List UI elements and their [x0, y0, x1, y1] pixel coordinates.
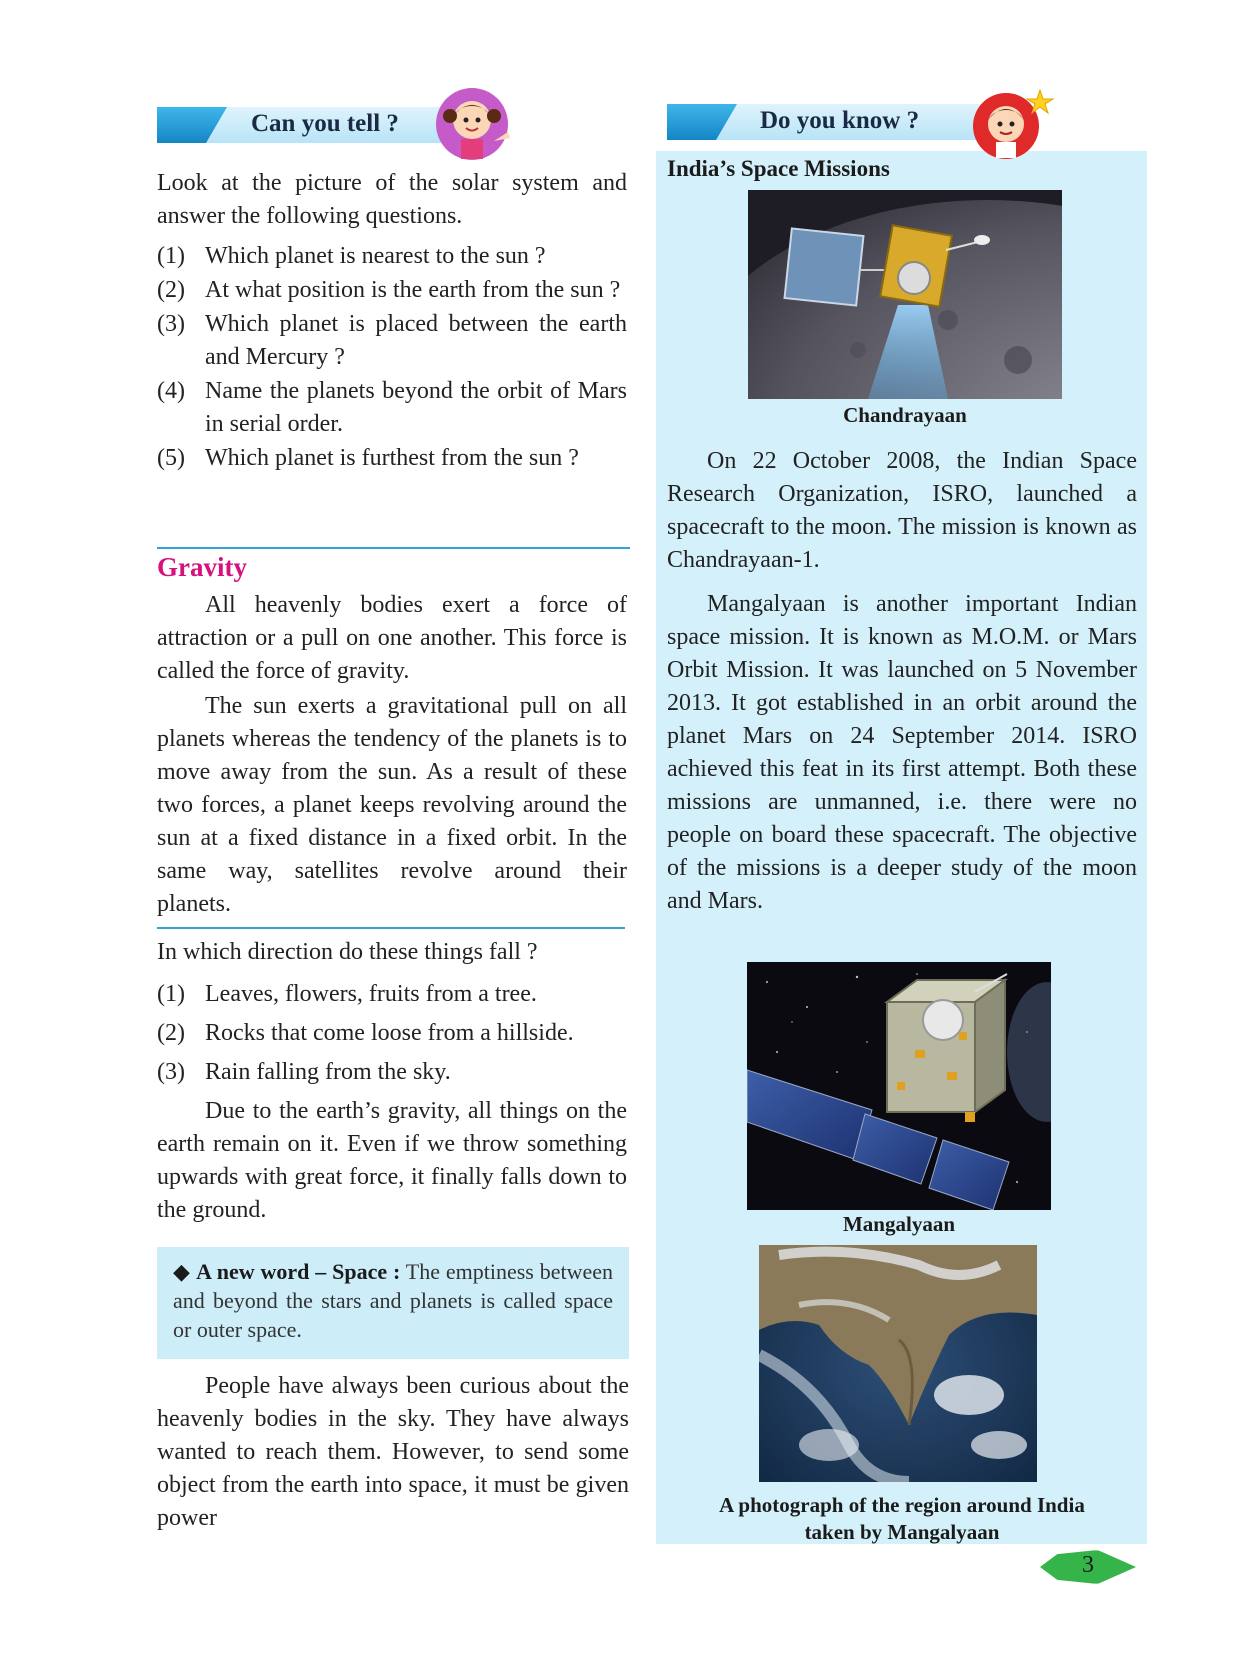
can-you-tell-title: Can you tell ?	[251, 110, 399, 137]
mangalyaan-paragraph: Mangalyaan is another important Indian space mission. It is known as M.O.M. or Mars Orbit Mission. It was launched on 5 November 2013. It got established in an orbit around the planet Mars on 24 September 2014. ISRO achieved this feat in its first attempt. Both these missions are unmanned, i.e. there were no people on board these spacecraft. The objective of the missions is a deeper study of the moon and Mars.	[667, 591, 1137, 914]
list-item: (3) Rain falling from the sky.	[157, 1059, 451, 1085]
earth-gravity-paragraph: Due to the earth’s gravity, all things on the earth remain on it. Even if we throw something upwards with great force, it finally falls down to the ground.	[157, 1098, 627, 1223]
questions-list	[157, 240, 627, 475]
intro-paragraph: Look at the picture of the solar system and answer the following questions.	[157, 170, 627, 229]
new-word-label: A new word – Space :	[196, 1259, 401, 1284]
new-word-definition: The emptiness between and beyond the stars and planets is called space or outer space.	[173, 1259, 614, 1342]
curious-paragraph: People have always been curious about the heavenly bodies in the sky. They have always wanted to reach them. However, to send some object from the earth into space, it must be given power	[157, 1373, 629, 1531]
mangalyaan-image	[747, 962, 1051, 1210]
do-you-know-banner	[667, 104, 983, 140]
list-item: (4) Name the planets beyond the orbit of Mars in serial order.	[157, 378, 627, 437]
diamond-bullet-icon: ◆	[173, 1259, 191, 1284]
list-item: (1) Leaves, flowers, fruits from a tree.	[157, 981, 537, 1007]
list-item: (1) Which planet is nearest to the sun ?	[157, 243, 546, 269]
chandrayaan-caption: Chandrayaan	[843, 403, 967, 427]
section-divider	[157, 547, 630, 549]
gravity-paragraph-1: All heavenly bodies exert a force of attraction or a pull on one another. This force is called the force of gravity.	[157, 592, 627, 684]
india-photo-caption: A photograph of the region around India taken by Mangalyaan	[719, 1493, 1085, 1544]
page-number-badge	[1040, 1550, 1136, 1584]
can-you-tell-banner	[157, 107, 457, 143]
list-item: (5) Which planet is furthest from the sun ?	[157, 445, 579, 471]
fall-question: In which direction do these things fall ?	[157, 939, 538, 965]
list-item: (2) Rocks that come loose from a hillside.	[157, 1020, 574, 1046]
india-region-photo	[759, 1245, 1037, 1482]
list-item: (3) Which planet is placed between the earth and Mercury ?	[157, 311, 627, 370]
chandrayaan-paragraph: On 22 October 2008, the Indian Space Research Organization, ISRO, launched a spacecraft to the moon. The mission is known as Chandrayaan-1.	[667, 448, 1137, 573]
gravity-heading: Gravity	[157, 552, 247, 582]
girl-mascot-icon	[428, 86, 518, 166]
list-item: (2) At what position is the earth from the sun ?	[157, 277, 621, 303]
gravity-paragraph-2: The sun exerts a gravitational pull on all planets whereas the tendency of the planets is to move away from the sun. As a result of these two forces, a planet keeps revolving around the sun at a fixed distance in a fixed orbit. In the same way, satellites revolve around their planets.	[157, 693, 627, 917]
section-divider	[157, 927, 625, 929]
do-you-know-title: Do you know ?	[760, 107, 920, 134]
new-word-box	[157, 1247, 629, 1359]
page-number: 3	[1082, 1552, 1094, 1578]
fall-list	[157, 975, 627, 1092]
boy-mascot-icon	[966, 86, 1058, 162]
chandrayaan-image	[748, 190, 1062, 399]
missions-subtitle: India’s Space Missions	[667, 156, 890, 181]
mangalyaan-caption: Mangalyaan	[842, 1212, 955, 1236]
